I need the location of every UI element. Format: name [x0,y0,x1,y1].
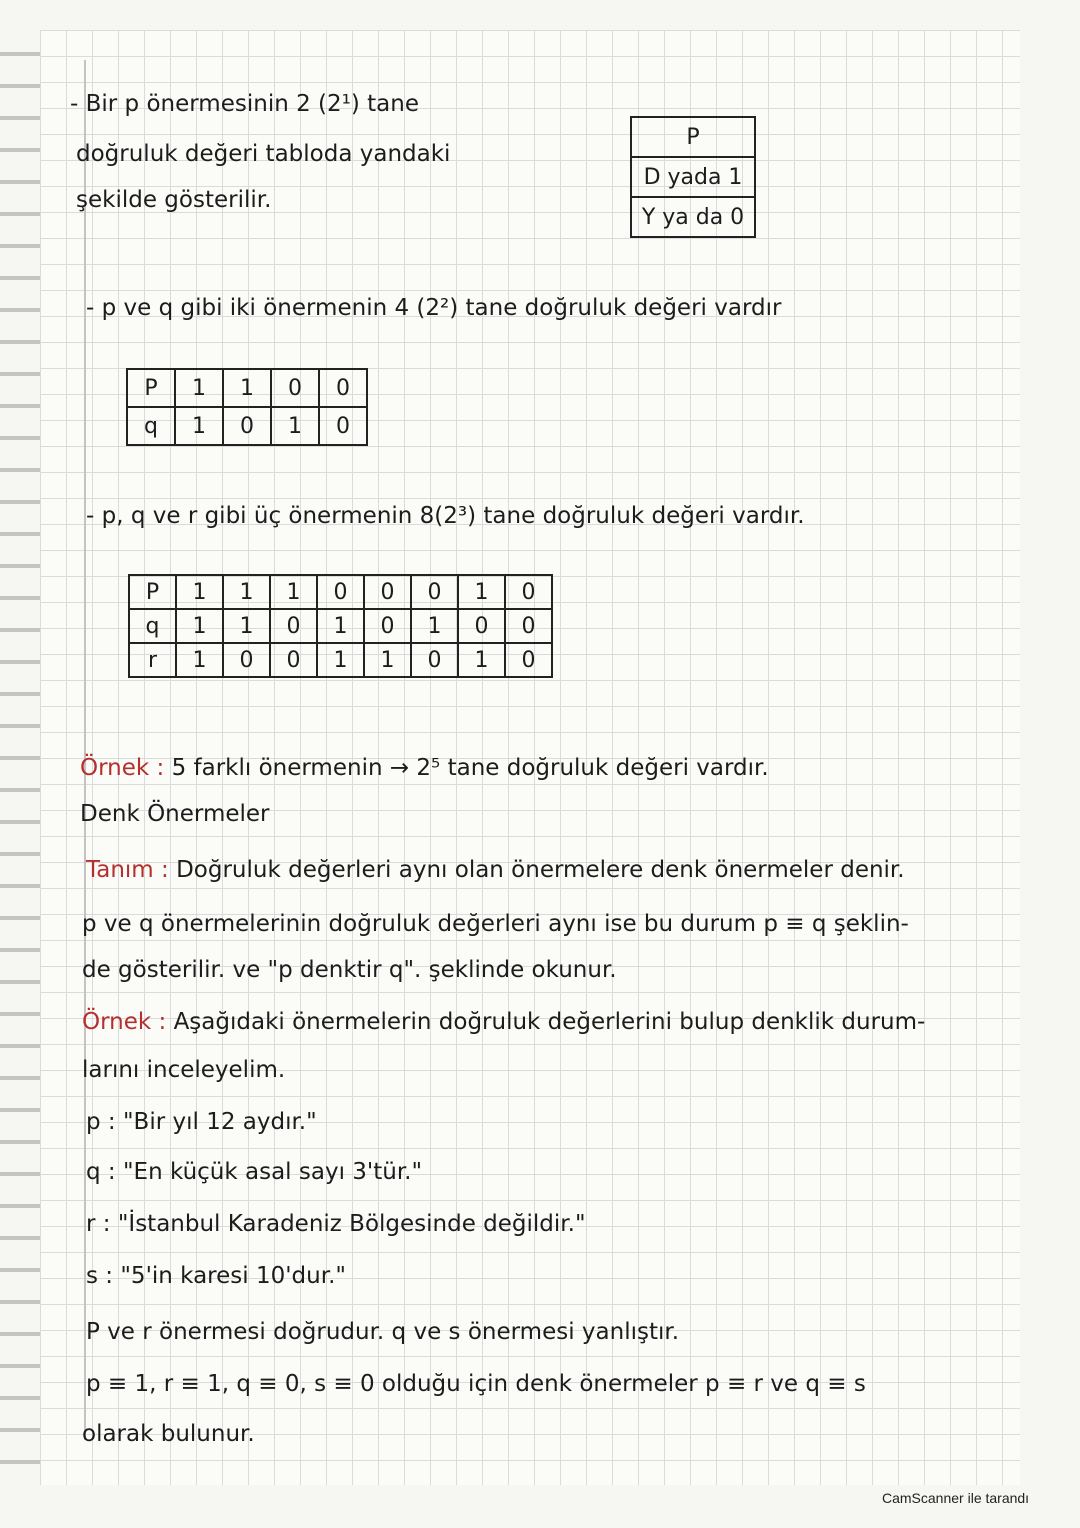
cell: 0 [270,609,317,643]
cell: 1 [223,575,270,609]
cell: 1 [317,609,364,643]
statement-p: p : "Bir yıl 12 aydır." [86,1109,317,1135]
definition-label: Tanım : [86,857,169,883]
two-var-sentence: - p ve q gibi iki önermenin 4 (2²) tane doğruluk değeri vardır [86,295,782,321]
example-2-text-1: Aşağıdaki önermelerin doğruluk değerlerini bulup denklik durum- [166,1009,926,1035]
cell: 0 [411,643,458,677]
spiral-binding [0,30,40,1485]
table-row [127,407,367,445]
two-var-truth-table [126,368,368,446]
row-label: q [129,609,176,643]
three-var-truth-table [128,574,553,678]
example-2-line-2: larını inceleyelim. [82,1057,286,1083]
cell: 0 [364,609,411,643]
single-table-row-false: Y ya da 0 [631,197,755,237]
cell: 0 [270,643,317,677]
cell: 1 [364,643,411,677]
statement-s: s : "5'in karesi 10'dur." [86,1263,346,1289]
definition-text: Doğruluk değerleri aynı olan önermelere denk önermeler denir. [168,857,905,883]
cell: 0 [411,575,458,609]
intro-line-2: doğruluk değeri tabloda yandaki [76,141,451,167]
table-row [129,643,552,677]
intro-line-1: - Bir p önermesinin 2 (2¹) tane [70,91,419,117]
row-label: q [127,407,175,445]
conclusion-line-1: P ve r önermesi doğrudur. q ve s önermesi yanlıştır. [86,1319,680,1345]
cell: 0 [223,407,271,445]
cell: 0 [505,609,552,643]
cell: 0 [505,643,552,677]
row-label: r [129,643,176,677]
cell: 0 [458,609,505,643]
conclusion-line-2: p ≡ 1, r ≡ 1, q ≡ 0, s ≡ 0 olduğu için denk önermeler p ≡ r ve q ≡ s [86,1371,866,1397]
cell: 1 [175,369,223,407]
statement-q: q : "En küçük asal sayı 3'tür." [86,1159,423,1185]
example-2-label: Örnek : [82,1009,167,1035]
cell: 0 [223,643,270,677]
cell: 1 [317,643,364,677]
cell: 0 [271,369,319,407]
cell: 1 [271,407,319,445]
cell: 1 [176,609,223,643]
single-truth-table [630,116,756,238]
scanner-watermark: CamScanner ile tarandı [882,1490,1030,1506]
paragraph-line-1: p ve q önermelerinin doğruluk değerleri aynı ise bu durum p ≡ q şeklin- [82,911,909,937]
table-row [129,575,552,609]
table-row [129,609,552,643]
cell: 1 [270,575,317,609]
cell: 0 [505,575,552,609]
section-title: Denk Önermeler [80,801,270,827]
intro-line-3: şekilde gösterilir. [76,187,272,213]
cell: 1 [411,609,458,643]
paragraph-line-2: de gösterilir. ve "p denktir q". şeklinde okunur. [82,957,617,983]
cell: 1 [176,643,223,677]
row-label: P [127,369,175,407]
cell: 1 [223,609,270,643]
table-row [127,369,367,407]
row-label: P [129,575,176,609]
cell: 0 [319,369,367,407]
cell: 1 [175,407,223,445]
cell: 0 [317,575,364,609]
example-2 [82,1008,925,1036]
single-table-row-true: D yada 1 [631,157,755,197]
example-1-label: Örnek : [80,755,165,781]
example-1 [80,754,769,782]
definition [86,856,905,884]
conclusion-line-3: olarak bulunur. [82,1421,255,1447]
cell: 1 [458,643,505,677]
cell: 1 [176,575,223,609]
single-table-header: P [631,117,755,157]
cell: 1 [458,575,505,609]
three-var-sentence: - p, q ve r gibi üç önermenin 8(2³) tane doğruluk değeri vardır. [86,503,805,529]
statement-r: r : "İstanbul Karadeniz Bölgesinde değildir." [86,1211,586,1237]
cell: 0 [364,575,411,609]
cell: 0 [319,407,367,445]
cell: 1 [223,369,271,407]
example-1-text: 5 farklı önermenin → 2⁵ tane doğruluk değeri vardır. [164,755,769,781]
